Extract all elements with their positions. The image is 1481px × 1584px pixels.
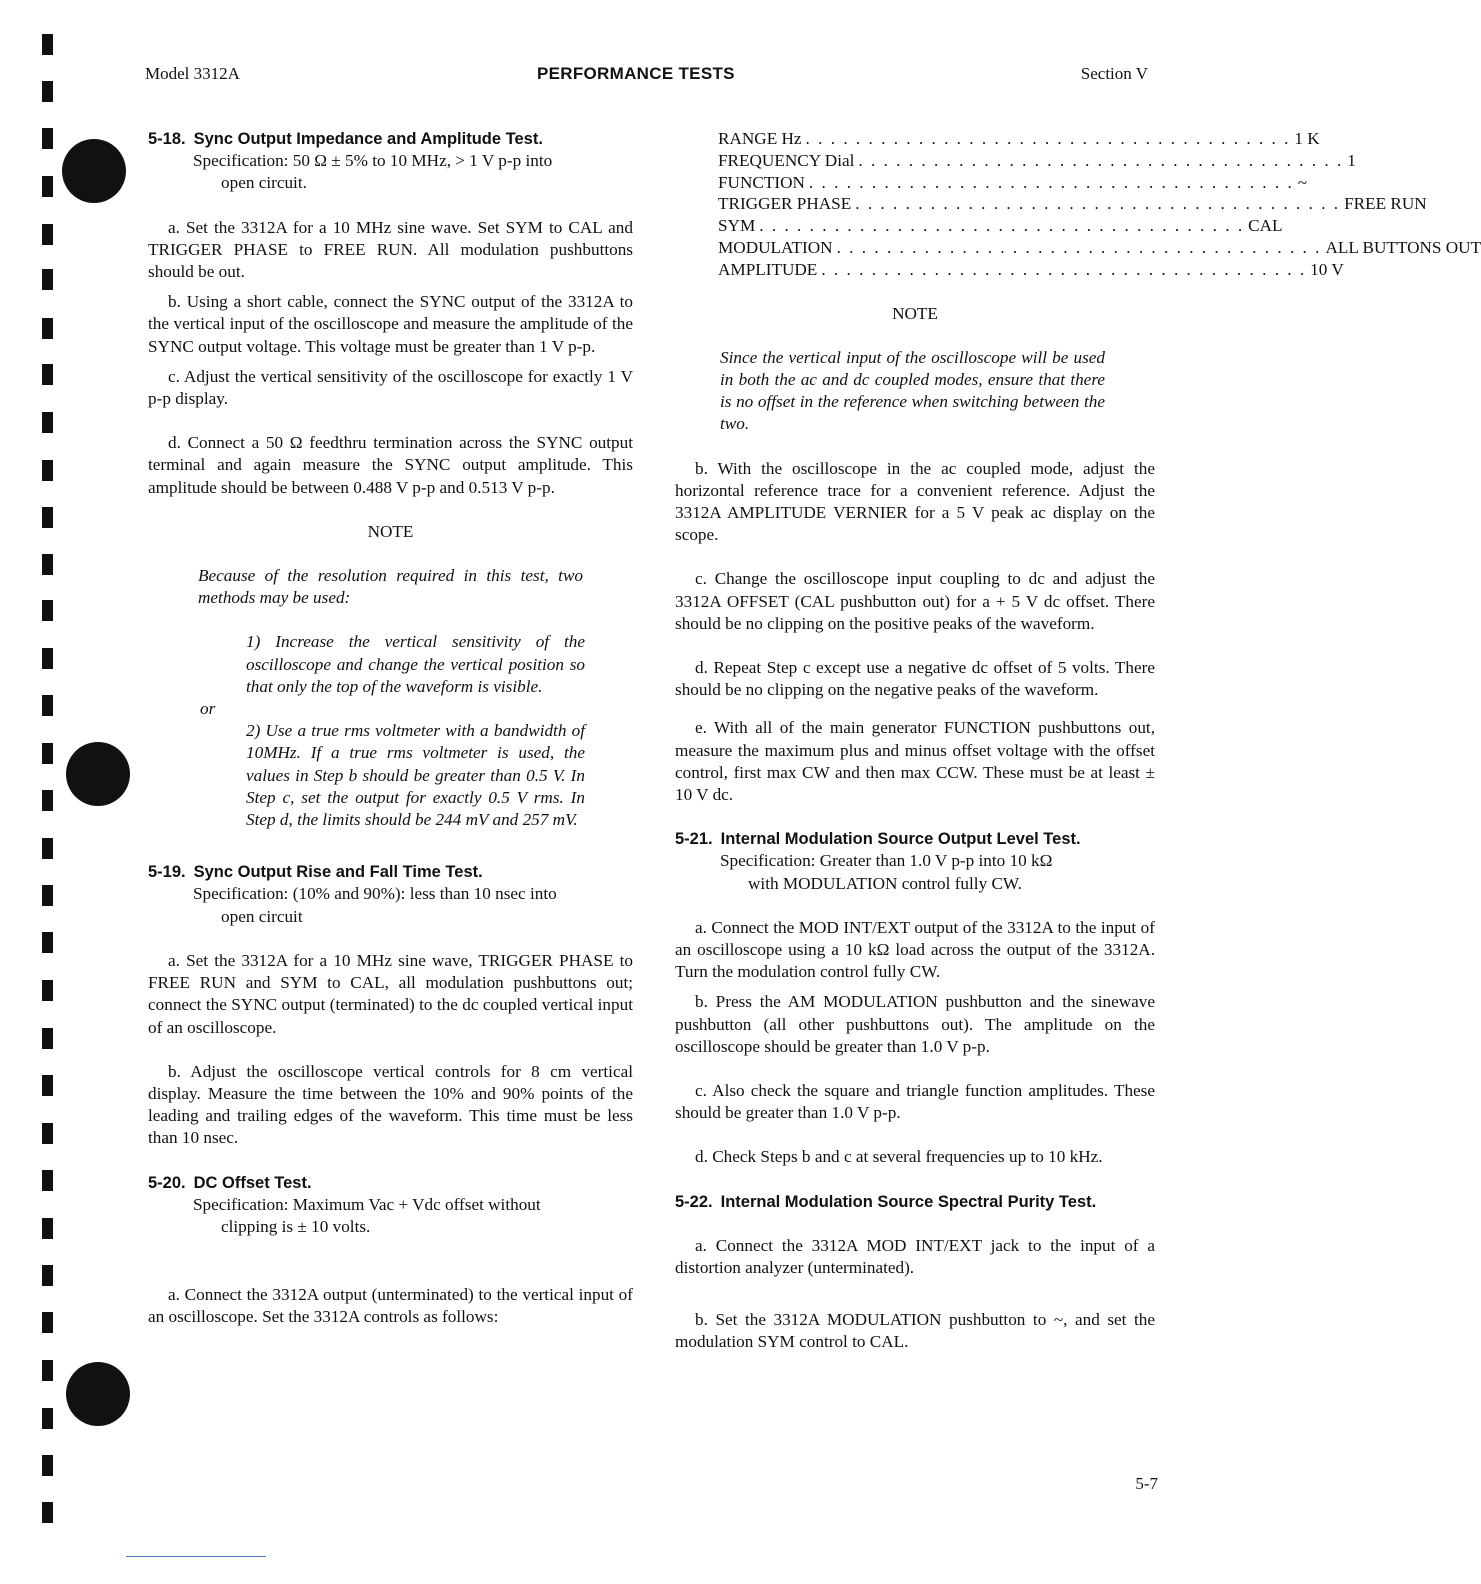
step-paragraph: b. Adjust the oscilloscope vertical controls for 8 cm vertical display. Measure the time between the 10% and 90% points of the leading and trailing edges of the waveform. This time must be less than 10 nsec. — [148, 1061, 633, 1148]
note-title: NOTE — [367, 521, 414, 541]
page-number: 5-7 — [1135, 1474, 1158, 1493]
step-paragraph: d. Repeat Step c except use a negative dc offset of 5 volts. There should be no clipping on the negative peaks of the waveform. — [675, 658, 1155, 700]
note-text: Because of the resolution required in this test, two methods may be used: — [198, 566, 583, 608]
binder-mark — [42, 885, 53, 906]
control-settings-list — [675, 128, 1481, 281]
binder-mark — [42, 34, 53, 55]
setting-row: RANGE Hz . . . . . . . . . . . . . . . . . . . . . . . . . . . . . . . . . . . . . . . 1 K — [718, 128, 1100, 150]
header-section: Section V — [1080, 64, 1148, 83]
binder-mark — [42, 1265, 53, 1286]
specification — [675, 850, 1155, 894]
spec-line: with MODULATION control fully CW. — [748, 873, 1022, 893]
binder-mark — [42, 1123, 53, 1144]
setting-row: AMPLITUDE . . . . . . . . . . . . . . . . . . . . . . . . . . . . . . . . . . . . . . . 10 V — [718, 259, 1100, 281]
footer-rule — [126, 1556, 266, 1557]
setting-label: RANGE Hz — [718, 129, 802, 148]
spec-line: Specification: 50 Ω ± 5% to 10 MHz, > 1 V p-p into — [193, 151, 553, 171]
step-paragraph: b. With the oscilloscope in the ac coupled mode, adjust the horizontal reference trace for a convenient reference. Adjust the 3312A AMPLITUDE VERNIER for a 5 V peak ac display on the scope. — [675, 458, 1155, 545]
section-number: 5-20. — [148, 1173, 186, 1192]
note-item: 1) Increase the vertical sensitivity of the oscilloscope and change the vertical position so that only the top of the waveform is visible. — [246, 632, 585, 696]
binder-mark — [42, 1218, 53, 1239]
punch-hole — [62, 139, 126, 203]
setting-value: 1 — [1347, 150, 1356, 170]
step-paragraph: c. Adjust the vertical sensitivity of the oscilloscope for exactly 1 V p-p display. — [148, 366, 633, 409]
section-title: Sync Output Impedance and Amplitude Test. — [193, 130, 543, 148]
binder-margin — [0, 0, 130, 1584]
note-or: or — [200, 699, 216, 719]
binder-mark — [42, 1455, 53, 1476]
setting-label: FUNCTION — [718, 172, 805, 192]
binder-mark — [42, 507, 53, 528]
setting-value: 1 K — [1294, 129, 1320, 148]
note-title: NOTE — [892, 303, 938, 323]
section-number: 5-22. — [675, 1192, 713, 1211]
binder-mark — [42, 224, 53, 245]
step-paragraph: a. Set the 3312A for a 10 MHz sine wave. Set SYM to CAL and TRIGGER PHASE to FREE RUN. All modulation pushbuttons should be out. — [148, 217, 633, 282]
setting-row: TRIGGER PHASE . . . . . . . . . . . . . . . . . . . . . . . . . . . . . . . . . . . . . . . FREE RUN — [718, 193, 1100, 215]
section-number: 5-21. — [675, 830, 713, 849]
binder-mark — [42, 1360, 53, 1381]
binder-mark — [42, 1408, 53, 1429]
binder-mark — [42, 1312, 53, 1333]
binder-mark — [42, 695, 53, 716]
binder-mark — [42, 838, 53, 859]
setting-value: FREE RUN — [1344, 194, 1427, 214]
binder-mark — [42, 81, 53, 102]
section-heading-5-22 — [675, 1191, 1155, 1213]
setting-label: MODULATION — [718, 237, 833, 257]
section-title: Internal Modulation Source Spectral Purity Test. — [720, 1192, 1097, 1211]
step-paragraph: b. Press the AM MODULATION pushbutton and the sinewave pushbutton (all other pushbuttons out). The amplitude on the oscilloscope should be greater than 1.0 V p-p. — [675, 992, 1155, 1056]
section-heading-5-21 — [675, 828, 1155, 850]
note-text: Since the vertical input of the oscilloscope will be used in both the ac and dc coupled modes, ensure that there is no offset in the reference when switching between the two. — [720, 347, 1105, 434]
header-model: Model 3312A — [145, 64, 240, 83]
step-paragraph: d. Check Steps b and c at several frequencies up to 10 kHz. — [695, 1147, 1103, 1167]
setting-row: FREQUENCY Dial . . . . . . . . . . . . . . . . . . . . . . . . . . . . . . . . . . . . . . . 1 — [718, 150, 1100, 172]
setting-label: FREQUENCY Dial — [718, 150, 855, 170]
setting-value: ~ — [1297, 172, 1308, 192]
binder-mark — [42, 648, 53, 669]
setting-value: ALL BUTTONS OUT — [1325, 237, 1481, 257]
binder-mark — [42, 980, 53, 1001]
header-title: PERFORMANCE TESTS — [537, 64, 735, 83]
step-paragraph: a. Connect the 3312A MOD INT/EXT jack to the input of a distortion analyzer (unterminated). — [675, 1235, 1155, 1278]
setting-row: FUNCTION . . . . . . . . . . . . . . . . . . . . . . . . . . . . . . . . . . . . . . . ~ — [718, 172, 1100, 194]
section-heading-5-18 — [148, 128, 633, 150]
binder-mark — [42, 176, 53, 197]
step-paragraph: b. Using a short cable, connect the SYNC output of the 3312A to the vertical input of the oscilloscope and measure the amplitude of the SYNC output voltage. This voltage must be greater than 1 V p-p. — [148, 292, 633, 356]
spec-line: Specification: Greater than 1.0 V p-p into 10 kΩ — [720, 851, 1053, 871]
section-heading-5-19 — [148, 861, 633, 883]
step-paragraph: c. Change the oscilloscope input coupling to dc and adjust the 3312A OFFSET (CAL pushbutton out) for a + 5 V dc offset. There should be no clipping on the positive peaks of the waveform. — [675, 569, 1155, 633]
section-number: 5-18. — [148, 130, 186, 148]
section-heading-5-20 — [148, 1172, 633, 1194]
step-paragraph: d. Connect a 50 Ω feedthru termination across the SYNC output terminal and again measure the SYNC output amplitude. This amplitude should be between 0.488 V p-p and 0.513 V p-p. — [148, 433, 633, 497]
left-column — [148, 128, 633, 1329]
step-paragraph: a. Connect the 3312A output (unterminated) to the vertical input of an oscilloscope. Set the 3312A controls as follows: — [148, 1285, 633, 1327]
binder-mark — [42, 1075, 53, 1096]
binder-mark — [42, 1170, 53, 1191]
setting-row: MODULATION . . . . . . . . . . . . . . . . . . . . . . . . . . . . . . . . . . . . . . . ALL BUTTONS OUT — [718, 237, 1100, 259]
right-column — [675, 128, 1481, 1354]
spec-line: Specification: (10% and 90%): less than 10 nsec into — [193, 884, 557, 904]
note-item: 2) Use a true rms voltmeter with a bandwidth of 10MHz. If a true rms voltmeter is used, the values in Step b should be greater than 0.5 V. In Step c, set the output for exactly 0.5 V rms. In Step d, the limits should be 244 mV and 257 mV. — [246, 721, 585, 830]
step-paragraph: a. Connect the MOD INT/EXT output of the 3312A to the input of an oscilloscope using a 10 kΩ load across the output of the 3312A. Turn the modulation control fully CW. — [675, 917, 1155, 982]
spec-line: Specification: Maximum Vac + Vdc offset without — [193, 1194, 541, 1214]
binder-mark — [42, 460, 53, 481]
binder-mark — [42, 128, 53, 149]
section-title: Internal Modulation Source Output Level Test. — [720, 830, 1081, 849]
setting-row: SYM . . . . . . . . . . . . . . . . . . . . . . . . . . . . . . . . . . . . . . . CAL — [718, 215, 1100, 237]
binder-mark — [42, 318, 53, 339]
spec-line: clipping is ± 10 volts. — [221, 1216, 371, 1236]
spec-line: open circuit. — [221, 173, 307, 193]
setting-label: SYM — [718, 216, 756, 236]
step-paragraph: c. Also check the square and triangle function amplitudes. These should be greater than 1.0 V p-p. — [675, 1081, 1155, 1123]
punch-hole — [66, 742, 130, 806]
section-title: Sync Output Rise and Fall Time Test. — [193, 863, 483, 882]
specification — [148, 150, 633, 194]
punch-hole — [66, 1362, 130, 1426]
section-number: 5-19. — [148, 863, 186, 882]
setting-label: TRIGGER PHASE — [718, 194, 852, 214]
binder-mark — [42, 1502, 53, 1523]
binder-mark — [42, 932, 53, 953]
binder-mark — [42, 1028, 53, 1049]
binder-mark — [42, 412, 53, 433]
step-paragraph: b. Set the 3312A MODULATION pushbutton to ~, and set the modulation SYM control to CAL. — [675, 1310, 1155, 1352]
specification — [148, 1194, 633, 1238]
setting-value: 10 V — [1310, 259, 1344, 279]
step-paragraph: a. Set the 3312A for a 10 MHz sine wave, TRIGGER PHASE to FREE RUN and SYM to CAL, all modulation pushbuttons out; connect the SYNC output (terminated) to the dc coupled vertical input of an oscilloscope. — [148, 950, 633, 1037]
spec-line: open circuit — [221, 906, 303, 926]
binder-mark — [42, 554, 53, 575]
binder-mark — [42, 790, 53, 811]
setting-value: CAL — [1248, 216, 1283, 236]
section-title: DC Offset Test. — [193, 1173, 312, 1192]
binder-mark — [42, 364, 53, 385]
binder-mark — [42, 743, 53, 764]
step-paragraph: e. With all of the main generator FUNCTION pushbuttons out, measure the maximum plus and minus offset voltage with the offset control, first max CW and then max CCW. These must be at least ± 10 V dc. — [675, 718, 1155, 805]
binder-mark — [42, 600, 53, 621]
binder-mark — [42, 269, 53, 290]
specification — [148, 883, 633, 927]
setting-label: AMPLITUDE — [718, 259, 818, 279]
